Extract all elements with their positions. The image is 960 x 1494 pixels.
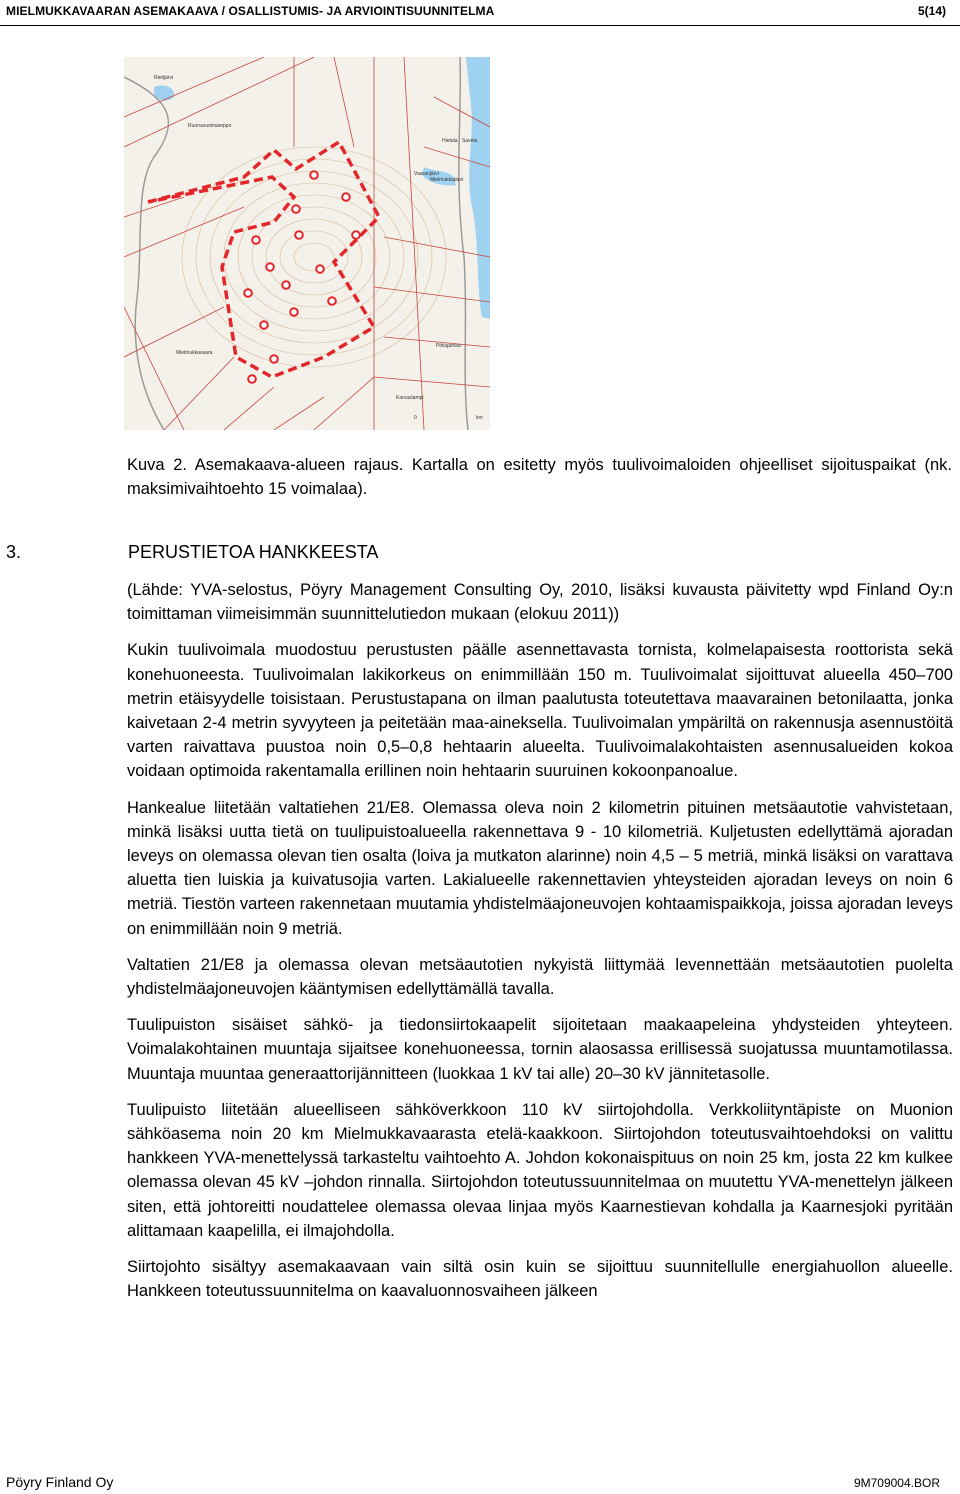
map-label: Karvaslampi	[396, 395, 424, 401]
turbine-marker	[292, 205, 300, 213]
turbine-marker	[290, 308, 298, 316]
map-label: Savela	[462, 138, 478, 144]
section-heading	[6, 542, 378, 563]
paragraph-turbines: Kukin tuulivoimala muodostuu perustusten päälle asennettavasta tornista, kolmelapaisesta roottorista sekä konehuoneesta. Tuulivoimalan lakikorkeus on enimmillään 150 m. Tuulivoimalat sijoittuvat alueella 450–700 metrin etäisyydelle toisistaan. Perustustapana on ilman paalutusta toteutettava maavarainen betonilaatta, jonka kaivetaan 2-4 metrin syvyyteen ja peitetään maa-aineksella. Tuulivoimalan ympäriltä on rakennusja asennustöitä varten raivattava puustoa noin 0,5–0,8 hehtaarin alueelta. Tuulivoimalakohtaisten asennusalueiden kokoa voidaan optimoida rakentamalla erillinen noin hehtaarin suuruinen kokoonpanoalue.	[127, 641, 953, 781]
map-label: Hietala	[442, 138, 458, 144]
map-label: Mielmukkajärvi	[430, 177, 464, 183]
turbine-marker	[352, 231, 360, 239]
map-label: km	[476, 415, 483, 421]
paragraph-source: (Lähde: YVA-selostus, Pöyry Management Consulting Oy, 2010, lisäksi kuvausta päivitetty wpd Finland Oy:n toimittaman viimeisimmän suunnittelutiedon mukaan (elokuu 2011))	[127, 581, 953, 624]
turbine-marker	[282, 281, 290, 289]
map-label: Rietijärvi	[154, 75, 174, 81]
body-text	[127, 578, 953, 1315]
turbine-marker	[260, 321, 268, 329]
document-title: MIELMUKKAVAARAN ASEMAKAAVA / OSALLISTUMIS- JA ARVIOINTISUUNNITELMA	[6, 4, 495, 18]
section-number: 3.	[6, 542, 22, 562]
turbine-marker	[316, 265, 324, 273]
page-number: 5(14)	[917, 4, 946, 18]
paragraph-transmission: Siirtojohto sisältyy asemakaavaan vain siltä osin kuin se sijoittuu suunnitellulle energiahuollon alueelle. Hankkeen toteutussuunnitelma on kaavaluonnosvaiheen jälkeen	[127, 1258, 953, 1301]
turbine-marker	[248, 375, 256, 383]
paragraph-grid: Tuulipuisto liitetään alueelliseen sähköverkkoon 110 kV siirtojohdolla. Verkkoliityntäpiste on Muonion sähköasema noin 20 km Mielmukkavaarasta etelä-kaakkoon. Siirtojohdon toteutusvaihtoehdoksi on valittu hankkeen YVA-menettelyssä tarkasteltu vaihtoehto A. Johdon kokonaispituus on noin 25 km, josta 22 km kulkee olemassa olevan 45 kV –johdon rinnalla. Siirtojohdon toteutussuunnitelmaa on muutettu YVA-menettelyn jälkeen siten, että johtoreitti noudattelee olemassa olevaa linjaa myös Kaarnestievan kohdalla ja Kaarnesjoki pyritään alittamaan kaapelilla, ei ilmajohdolla.	[127, 1100, 953, 1240]
turbine-marker	[244, 289, 252, 297]
footer-docid: 9M709004.BOR	[853, 1476, 940, 1490]
footer-company: Pöyry Finland Oy	[6, 1474, 114, 1490]
paragraph-cables: Tuulipuiston sisäiset sähkö- ja tiedonsiirtokaapelit sijoitetaan maakaapeleina yhdysteiden yhteyteen. Voimalakohtainen muuntaja sijaitsee konehuoneessa, tornin alaosassa erillisessä suojatussa muuntamotilassa. Muuntaja muuntaa generaattorijännitteen (luokkaa 1 kV tai alle) 20–30 kV jännitetasolle.	[127, 1016, 953, 1083]
turbine-marker	[295, 231, 303, 239]
turbine-marker	[252, 236, 260, 244]
map-background	[124, 57, 490, 430]
header-divider	[0, 25, 960, 26]
site-map-svg	[124, 57, 490, 430]
section-title: PERUSTIETOA HANKKEESTA	[128, 542, 379, 562]
paragraph-junction: Valtatien 21/E8 ja olemassa olevan metsäautotien nykyistä liittymää levennettään metsäautotien puolelta yhdistelmäajoneuvojen kääntymisen edellyttämällä tavalla.	[127, 955, 953, 999]
turbine-marker	[342, 193, 350, 201]
turbine-marker	[266, 263, 274, 271]
map-label: 0	[414, 415, 417, 421]
map-label: Vaaranjärvi	[414, 171, 439, 177]
map-label: Pihlajamaa	[436, 343, 461, 349]
paragraph-roads: Hankealue liitetään valtatiehen 21/E8. Olemassa oleva noin 2 kilometrin pituinen metsäautotie vahvistetaan, minkä lisäksi uutta tietä on tuulipuistoalueella rakennettava 9 - 10 kilometriä. Kuljetusten edellyttämä ajoradan leveys on olemassa olevan tien osalta (loiva ja mutkaton alarinne) noin 4,5 – 5 metriä, minkä lisäksi on varattava aluetta tien luiskia ja kuivatusojia varten. Lakialueelle rakennettavien yhteysteiden ajoradan leveys on noin 6 metriä. Tiestön varteen rakennetaan muutamia yhdistelmäajoneuvojen kohtaamispaikkoja, joissa ajoradan leveys on enimmillään noin 9 metriä.	[127, 798, 953, 938]
page-header	[0, 0, 960, 26]
map-label: Ruonavuomaseppo	[188, 123, 232, 129]
site-map-image	[124, 57, 490, 430]
turbine-marker	[328, 297, 336, 305]
turbine-marker	[270, 355, 278, 363]
figure-caption: Kuva 2. Asemakaava-alueen rajaus. Kartalla on esitetty myös tuulivoimaloiden ohjeelliset sijoituspaikat (nk. maksimivaihtoehto 15 voimalaa).	[127, 456, 952, 498]
map-label: Mielmukkavaara	[176, 350, 213, 356]
turbine-marker	[310, 171, 318, 179]
